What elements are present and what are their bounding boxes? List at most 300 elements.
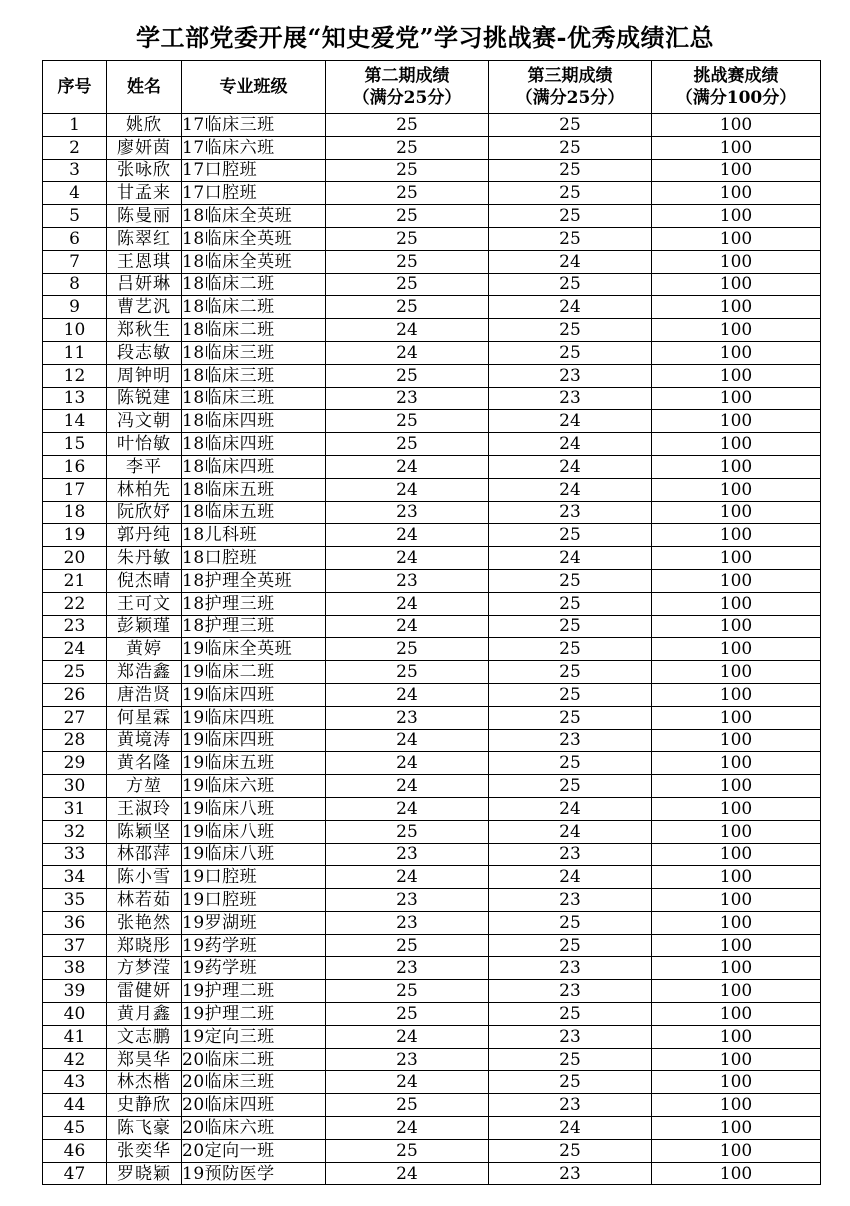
- cell-period2-score: 24: [326, 752, 489, 775]
- table-header-row: [43, 61, 821, 114]
- table-row: [43, 250, 821, 273]
- cell-class: 18临床三班: [182, 341, 326, 364]
- table-row: [43, 114, 821, 137]
- cell-name: 陈颖坚: [107, 820, 182, 843]
- cell-period2-score: 24: [326, 547, 489, 570]
- cell-period3-score: 25: [489, 569, 652, 592]
- cell-class: 18儿科班: [182, 524, 326, 547]
- cell-no: 44: [43, 1094, 107, 1117]
- cell-total-score: 100: [652, 592, 821, 615]
- cell-total-score: 100: [652, 455, 821, 478]
- table-row: [43, 319, 821, 342]
- cell-name: 张奕华: [107, 1139, 182, 1162]
- cell-name: 陈翠红: [107, 227, 182, 250]
- cell-class: 19药学班: [182, 934, 326, 957]
- cell-class: 18临床四班: [182, 455, 326, 478]
- table-row: [43, 341, 821, 364]
- cell-name: 林杰楷: [107, 1071, 182, 1094]
- cell-period2-score: 25: [326, 250, 489, 273]
- table-row: [43, 683, 821, 706]
- cell-no: 4: [43, 182, 107, 205]
- table-row: [43, 227, 821, 250]
- table-row: [43, 729, 821, 752]
- cell-class: 20临床六班: [182, 1117, 326, 1140]
- table-row: [43, 638, 821, 661]
- cell-name: 倪杰晴: [107, 569, 182, 592]
- cell-period3-score: 24: [489, 820, 652, 843]
- cell-period3-score: 25: [489, 182, 652, 205]
- cell-no: 6: [43, 227, 107, 250]
- table-row: [43, 205, 821, 228]
- cell-period2-score: 25: [326, 433, 489, 456]
- cell-no: 46: [43, 1139, 107, 1162]
- table-row: [43, 1071, 821, 1094]
- cell-period3-score: 25: [489, 661, 652, 684]
- cell-no: 30: [43, 775, 107, 798]
- cell-name: 文志鹏: [107, 1025, 182, 1048]
- cell-name: 黄婷: [107, 638, 182, 661]
- cell-period2-score: 25: [326, 1094, 489, 1117]
- cell-name: 唐浩贤: [107, 683, 182, 706]
- cell-period3-score: 23: [489, 501, 652, 524]
- cell-period2-score: 23: [326, 911, 489, 934]
- cell-no: 20: [43, 547, 107, 570]
- table-row: [43, 775, 821, 798]
- table-row: [43, 136, 821, 159]
- table-row: [43, 706, 821, 729]
- cell-no: 47: [43, 1162, 107, 1185]
- cell-period2-score: 24: [326, 319, 489, 342]
- cell-period3-score: 25: [489, 227, 652, 250]
- scores-table: [42, 60, 821, 1185]
- cell-period2-score: 25: [326, 182, 489, 205]
- cell-class: 19定向三班: [182, 1025, 326, 1048]
- cell-period2-score: 23: [326, 843, 489, 866]
- cell-period2-score: 25: [326, 1003, 489, 1026]
- cell-period2-score: 23: [326, 1048, 489, 1071]
- cell-name: 林邵萍: [107, 843, 182, 866]
- table-row: [43, 1048, 821, 1071]
- cell-class: 18临床二班: [182, 319, 326, 342]
- cell-no: 8: [43, 273, 107, 296]
- cell-class: 18临床三班: [182, 387, 326, 410]
- cell-total-score: 100: [652, 296, 821, 319]
- cell-total-score: 100: [652, 569, 821, 592]
- cell-class: 20临床四班: [182, 1094, 326, 1117]
- cell-period3-score: 25: [489, 615, 652, 638]
- cell-class: 18临床四班: [182, 410, 326, 433]
- cell-total-score: 100: [652, 797, 821, 820]
- cell-no: 41: [43, 1025, 107, 1048]
- cell-name: 叶怡敏: [107, 433, 182, 456]
- cell-total-score: 100: [652, 478, 821, 501]
- cell-no: 32: [43, 820, 107, 843]
- cell-period3-score: 23: [489, 843, 652, 866]
- cell-period3-score: 24: [489, 455, 652, 478]
- cell-period3-score: 25: [489, 319, 652, 342]
- table-row: [43, 1117, 821, 1140]
- cell-no: 21: [43, 569, 107, 592]
- cell-total-score: 100: [652, 136, 821, 159]
- cell-period2-score: 25: [326, 410, 489, 433]
- cell-no: 34: [43, 866, 107, 889]
- cell-name: 何星霖: [107, 706, 182, 729]
- cell-total-score: 100: [652, 638, 821, 661]
- cell-class: 19临床八班: [182, 820, 326, 843]
- cell-class: 19临床八班: [182, 843, 326, 866]
- cell-period3-score: 23: [489, 1162, 652, 1185]
- cell-period3-score: 25: [489, 114, 652, 137]
- cell-total-score: 100: [652, 615, 821, 638]
- cell-period3-score: 25: [489, 683, 652, 706]
- cell-name: 阮欣妤: [107, 501, 182, 524]
- cell-class: 19临床八班: [182, 797, 326, 820]
- cell-period2-score: 24: [326, 797, 489, 820]
- cell-no: 5: [43, 205, 107, 228]
- cell-name: 黄境涛: [107, 729, 182, 752]
- cell-class: 18临床全英班: [182, 205, 326, 228]
- cell-period3-score: 25: [489, 752, 652, 775]
- table-row: [43, 889, 821, 912]
- table-row: [43, 592, 821, 615]
- cell-class: 18口腔班: [182, 547, 326, 570]
- cell-no: 31: [43, 797, 107, 820]
- cell-period2-score: 25: [326, 205, 489, 228]
- cell-period2-score: 24: [326, 478, 489, 501]
- cell-no: 14: [43, 410, 107, 433]
- cell-period2-score: 25: [326, 273, 489, 296]
- cell-total-score: 100: [652, 661, 821, 684]
- cell-total-score: 100: [652, 1117, 821, 1140]
- cell-period3-score: 23: [489, 729, 652, 752]
- cell-period2-score: 24: [326, 615, 489, 638]
- cell-period3-score: 23: [489, 387, 652, 410]
- cell-period2-score: 25: [326, 980, 489, 1003]
- cell-name: 陈小雪: [107, 866, 182, 889]
- cell-total-score: 100: [652, 775, 821, 798]
- cell-name: 王恩琪: [107, 250, 182, 273]
- cell-period2-score: 23: [326, 957, 489, 980]
- cell-period2-score: 24: [326, 524, 489, 547]
- cell-class: 18临床二班: [182, 273, 326, 296]
- cell-name: 林若茹: [107, 889, 182, 912]
- cell-total-score: 100: [652, 250, 821, 273]
- cell-period2-score: 25: [326, 364, 489, 387]
- cell-period2-score: 25: [326, 820, 489, 843]
- cell-class: 17口腔班: [182, 159, 326, 182]
- cell-period2-score: 23: [326, 706, 489, 729]
- table-row: [43, 159, 821, 182]
- table-row: [43, 820, 821, 843]
- cell-name: 李平: [107, 455, 182, 478]
- cell-total-score: 100: [652, 1048, 821, 1071]
- cell-no: 19: [43, 524, 107, 547]
- cell-class: 18护理三班: [182, 615, 326, 638]
- cell-total-score: 100: [652, 843, 821, 866]
- cell-period2-score: 24: [326, 341, 489, 364]
- cell-name: 罗晓颖: [107, 1162, 182, 1185]
- cell-total-score: 100: [652, 729, 821, 752]
- cell-total-score: 100: [652, 501, 821, 524]
- cell-name: 甘孟来: [107, 182, 182, 205]
- cell-period2-score: 24: [326, 1025, 489, 1048]
- table-row: [43, 547, 821, 570]
- cell-period3-score: 25: [489, 524, 652, 547]
- cell-no: 38: [43, 957, 107, 980]
- cell-no: 11: [43, 341, 107, 364]
- table-row: [43, 752, 821, 775]
- cell-total-score: 100: [652, 182, 821, 205]
- cell-class: 18临床二班: [182, 296, 326, 319]
- cell-no: 29: [43, 752, 107, 775]
- cell-period3-score: 24: [489, 547, 652, 570]
- cell-period2-score: 25: [326, 296, 489, 319]
- cell-period3-score: 24: [489, 866, 652, 889]
- cell-class: 18临床全英班: [182, 227, 326, 250]
- table-row: [43, 1139, 821, 1162]
- cell-total-score: 100: [652, 957, 821, 980]
- cell-period3-score: 25: [489, 592, 652, 615]
- cell-class: 18护理三班: [182, 592, 326, 615]
- cell-no: 18: [43, 501, 107, 524]
- cell-total-score: 100: [652, 341, 821, 364]
- cell-total-score: 100: [652, 752, 821, 775]
- cell-period3-score: 23: [489, 364, 652, 387]
- cell-total-score: 100: [652, 205, 821, 228]
- cell-period3-score: 25: [489, 273, 652, 296]
- header-total: 挑战赛成绩 （满分100分）: [652, 61, 821, 114]
- table-row: [43, 410, 821, 433]
- cell-no: 24: [43, 638, 107, 661]
- cell-period2-score: 24: [326, 729, 489, 752]
- cell-period3-score: 25: [489, 638, 652, 661]
- table-row: [43, 569, 821, 592]
- cell-period2-score: 25: [326, 661, 489, 684]
- cell-period3-score: 25: [489, 341, 652, 364]
- table-row: [43, 980, 821, 1003]
- header-class: 专业班级: [182, 61, 326, 114]
- cell-class: 19口腔班: [182, 866, 326, 889]
- cell-no: 17: [43, 478, 107, 501]
- cell-period2-score: 24: [326, 775, 489, 798]
- cell-no: 15: [43, 433, 107, 456]
- cell-name: 郭丹纯: [107, 524, 182, 547]
- cell-period2-score: 25: [326, 934, 489, 957]
- cell-period3-score: 25: [489, 911, 652, 934]
- cell-class: 18临床全英班: [182, 250, 326, 273]
- cell-period3-score: 24: [489, 296, 652, 319]
- cell-total-score: 100: [652, 1071, 821, 1094]
- cell-class: 18临床四班: [182, 433, 326, 456]
- cell-total-score: 100: [652, 1003, 821, 1026]
- cell-name: 王淑玲: [107, 797, 182, 820]
- cell-name: 郑浩鑫: [107, 661, 182, 684]
- table-row: [43, 1162, 821, 1185]
- cell-total-score: 100: [652, 319, 821, 342]
- cell-period3-score: 23: [489, 957, 652, 980]
- table-row: [43, 1094, 821, 1117]
- cell-class: 19临床六班: [182, 775, 326, 798]
- cell-total-score: 100: [652, 911, 821, 934]
- cell-name: 曹艺汎: [107, 296, 182, 319]
- cell-class: 18护理全英班: [182, 569, 326, 592]
- table-row: [43, 1025, 821, 1048]
- cell-period3-score: 23: [489, 980, 652, 1003]
- cell-period3-score: 23: [489, 1025, 652, 1048]
- cell-name: 黄月鑫: [107, 1003, 182, 1026]
- header-period2: 第二期成绩 （满分25分）: [326, 61, 489, 114]
- cell-period3-score: 24: [489, 250, 652, 273]
- cell-class: 20定向一班: [182, 1139, 326, 1162]
- cell-name: 黄名隆: [107, 752, 182, 775]
- cell-no: 35: [43, 889, 107, 912]
- table-row: [43, 843, 821, 866]
- cell-period2-score: 25: [326, 227, 489, 250]
- table-row: [43, 273, 821, 296]
- cell-name: 张咏欣: [107, 159, 182, 182]
- header-period3: 第三期成绩 （满分25分）: [489, 61, 652, 114]
- cell-no: 7: [43, 250, 107, 273]
- cell-class: 18临床五班: [182, 501, 326, 524]
- cell-total-score: 100: [652, 524, 821, 547]
- cell-name: 郑昊华: [107, 1048, 182, 1071]
- cell-no: 2: [43, 136, 107, 159]
- cell-name: 郑秋生: [107, 319, 182, 342]
- cell-class: 19护理二班: [182, 1003, 326, 1026]
- cell-period3-score: 25: [489, 136, 652, 159]
- cell-total-score: 100: [652, 159, 821, 182]
- header-name: 姓名: [107, 61, 182, 114]
- cell-name: 张艳然: [107, 911, 182, 934]
- cell-class: 19罗湖班: [182, 911, 326, 934]
- header-no: 序号: [43, 61, 107, 114]
- cell-period2-score: 24: [326, 1071, 489, 1094]
- cell-name: 方梦滢: [107, 957, 182, 980]
- cell-class: 19临床全英班: [182, 638, 326, 661]
- cell-class: 18临床三班: [182, 364, 326, 387]
- cell-class: 19预防医学: [182, 1162, 326, 1185]
- cell-name: 雷健妍: [107, 980, 182, 1003]
- table-row: [43, 797, 821, 820]
- table-row: [43, 478, 821, 501]
- cell-class: 19临床四班: [182, 706, 326, 729]
- cell-period2-score: 24: [326, 1162, 489, 1185]
- cell-period2-score: 25: [326, 114, 489, 137]
- cell-no: 43: [43, 1071, 107, 1094]
- table-row: [43, 182, 821, 205]
- cell-name: 王可文: [107, 592, 182, 615]
- cell-period3-score: 25: [489, 706, 652, 729]
- cell-name: 段志敏: [107, 341, 182, 364]
- table-row: [43, 866, 821, 889]
- cell-no: 10: [43, 319, 107, 342]
- cell-no: 39: [43, 980, 107, 1003]
- cell-class: 17临床三班: [182, 114, 326, 137]
- cell-name: 陈锐建: [107, 387, 182, 410]
- cell-name: 方堃: [107, 775, 182, 798]
- cell-class: 19临床二班: [182, 661, 326, 684]
- cell-total-score: 100: [652, 387, 821, 410]
- cell-total-score: 100: [652, 1094, 821, 1117]
- cell-class: 19口腔班: [182, 889, 326, 912]
- cell-no: 26: [43, 683, 107, 706]
- cell-no: 1: [43, 114, 107, 137]
- cell-class: 17口腔班: [182, 182, 326, 205]
- cell-no: 37: [43, 934, 107, 957]
- table-row: [43, 615, 821, 638]
- cell-period3-score: 25: [489, 775, 652, 798]
- cell-total-score: 100: [652, 980, 821, 1003]
- cell-no: 23: [43, 615, 107, 638]
- cell-period3-score: 24: [489, 410, 652, 433]
- cell-period2-score: 24: [326, 592, 489, 615]
- cell-total-score: 100: [652, 889, 821, 912]
- cell-name: 陈飞豪: [107, 1117, 182, 1140]
- cell-total-score: 100: [652, 364, 821, 387]
- table-row: [43, 455, 821, 478]
- cell-total-score: 100: [652, 114, 821, 137]
- table-row: [43, 524, 821, 547]
- cell-period2-score: 24: [326, 455, 489, 478]
- cell-total-score: 100: [652, 866, 821, 889]
- cell-period3-score: 25: [489, 1139, 652, 1162]
- table-row: [43, 957, 821, 980]
- cell-name: 姚欣: [107, 114, 182, 137]
- cell-no: 40: [43, 1003, 107, 1026]
- cell-total-score: 100: [652, 706, 821, 729]
- cell-no: 9: [43, 296, 107, 319]
- document-title: 学工部党委开展“知史爱党”学习挑战赛-优秀成绩汇总: [135, 23, 715, 52]
- cell-no: 36: [43, 911, 107, 934]
- cell-period3-score: 23: [489, 889, 652, 912]
- cell-no: 13: [43, 387, 107, 410]
- cell-period3-score: 25: [489, 159, 652, 182]
- cell-period3-score: 25: [489, 1071, 652, 1094]
- cell-name: 林柏先: [107, 478, 182, 501]
- cell-total-score: 100: [652, 1162, 821, 1185]
- cell-period2-score: 24: [326, 683, 489, 706]
- cell-period3-score: 25: [489, 205, 652, 228]
- table-row: [43, 387, 821, 410]
- cell-name: 朱丹敏: [107, 547, 182, 570]
- cell-class: 17临床六班: [182, 136, 326, 159]
- cell-period2-score: 24: [326, 1117, 489, 1140]
- cell-no: 16: [43, 455, 107, 478]
- cell-period3-score: 24: [489, 433, 652, 456]
- cell-name: 廖妍茵: [107, 136, 182, 159]
- cell-no: 12: [43, 364, 107, 387]
- cell-period3-score: 25: [489, 934, 652, 957]
- cell-no: 3: [43, 159, 107, 182]
- cell-period2-score: 23: [326, 569, 489, 592]
- cell-total-score: 100: [652, 273, 821, 296]
- cell-total-score: 100: [652, 1025, 821, 1048]
- table-row: [43, 934, 821, 957]
- cell-period2-score: 23: [326, 889, 489, 912]
- cell-total-score: 100: [652, 1139, 821, 1162]
- cell-period3-score: 25: [489, 1048, 652, 1071]
- cell-class: 20临床三班: [182, 1071, 326, 1094]
- cell-no: 45: [43, 1117, 107, 1140]
- cell-name: 陈曼丽: [107, 205, 182, 228]
- cell-class: 19临床四班: [182, 729, 326, 752]
- cell-name: 周钟明: [107, 364, 182, 387]
- cell-period2-score: 25: [326, 136, 489, 159]
- table-row: [43, 661, 821, 684]
- cell-name: 冯文朝: [107, 410, 182, 433]
- table-row: [43, 911, 821, 934]
- cell-period2-score: 25: [326, 1139, 489, 1162]
